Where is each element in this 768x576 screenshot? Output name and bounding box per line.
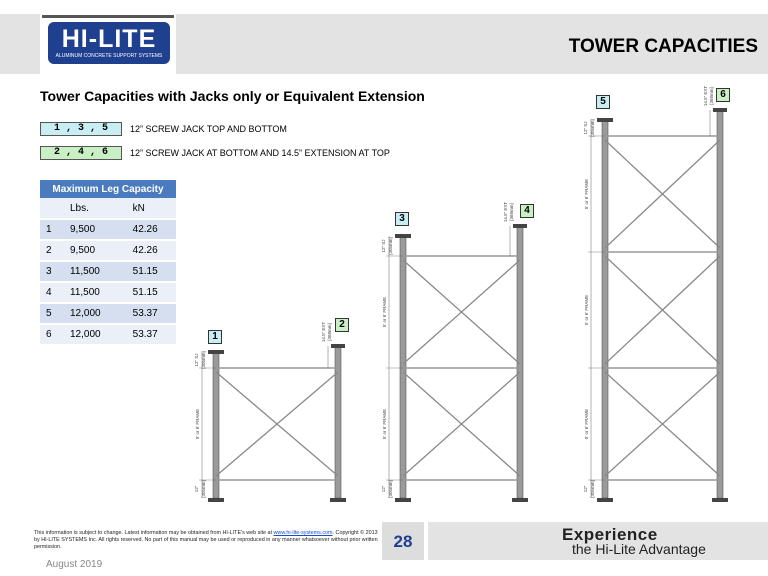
document-date: August 2019 <box>46 559 103 570</box>
dim-frame: 5' or 6' FRAME <box>382 408 387 440</box>
base-plate <box>208 498 224 502</box>
tower-label-4: 4 <box>520 204 534 218</box>
table-header-cell: kN <box>119 198 176 219</box>
table-cell: 12,000 <box>62 324 119 345</box>
table-cell: 11,500 <box>62 282 119 303</box>
screw-jack-head <box>395 234 411 238</box>
table-cell: 4 <box>40 282 62 303</box>
logo-subtext: ALUMINUM CONCRETE SUPPORT SYSTEMS <box>51 53 167 60</box>
dim-screw-jack-mm: [305mm] <box>201 351 206 369</box>
tower-leg-left <box>602 120 608 498</box>
footer-note-2: Copyright © 2013 by HI-LITE SYSTEMS Inc. All rights reserved. No part of this manual may be used or reproduced in any manner whatsoever without prior written permission. <box>34 530 378 550</box>
base-plate <box>712 498 728 502</box>
table-cell: 53.37 <box>119 324 176 345</box>
table-cell: 6 <box>40 324 62 345</box>
page-number: 28 <box>393 532 413 551</box>
dim-extension: 14.5” EXT <box>321 321 326 343</box>
extension-head <box>513 224 527 228</box>
tower-leg-right <box>717 110 723 498</box>
dim-extension: 14.5” EXT <box>703 85 708 107</box>
dim-extension-mm: [368mm] <box>709 87 714 105</box>
website-link[interactable]: www.hi-lite-systems.com <box>273 530 333 536</box>
tower-label-5: 5 <box>596 95 610 109</box>
dim-bottom-jack: 12” <box>194 485 199 493</box>
dim-frame: 5' or 6' FRAME <box>584 178 589 210</box>
footer-disclaimer: This information is subject to change. Latest information may be obtained from HI-LITE's web site at www.hi-lite-systems.com. Copyright © 2013 by HI-LITE SYSTEMS Inc. All rights reserved. No part of this manual may be used or reproduced in any manner whatsoever without prior written permission. <box>34 530 378 550</box>
dim-screw-jack: 12” SJ <box>194 353 199 367</box>
section-subtitle: Tower Capacities with Jacks only or Equivalent Extension <box>40 88 425 104</box>
table-cell: 3 <box>40 261 62 282</box>
base-plate <box>330 498 346 502</box>
table-cell: 9,500 <box>62 219 119 240</box>
dim-bottom-jack-mm: [305mm] <box>590 480 595 498</box>
extension-head <box>713 108 727 112</box>
base-plate <box>597 498 613 502</box>
table-cell: 2 <box>40 240 62 261</box>
dim-bottom-jack: 12” <box>381 485 386 493</box>
dim-frame: 5' or 6' FRAME <box>584 294 589 326</box>
slogan-line-1: Experience <box>562 525 658 544</box>
tower-label-1: 1 <box>208 330 222 344</box>
table-cell: 51.15 <box>119 261 176 282</box>
tower-leg-left <box>400 236 406 498</box>
base-plate <box>395 498 411 502</box>
legend-tag-jack-extension: 2 , 4 , 6 <box>40 146 122 160</box>
dim-extension: 14.5” EXT <box>503 201 508 223</box>
dim-screw-jack-mm: [305mm] <box>590 119 595 137</box>
dim-screw-jack-mm: [305mm] <box>388 237 393 255</box>
legend-text-jack-both: 12” SCREW JACK TOP AND BOTTOM <box>130 124 287 134</box>
table-cell: 12,000 <box>62 303 119 324</box>
legend-text-jack-extension: 12” SCREW JACK AT BOTTOM AND 14.5” EXTENSION AT TOP <box>130 148 390 158</box>
tower-label-2: 2 <box>335 318 349 332</box>
footer-note-1: This information is subject to change. Latest information may be obtained from HI-LITE's web site at <box>34 530 273 536</box>
slogan-line-2: the Hi-Lite Advantage <box>572 541 706 557</box>
dim-frame: 5' or 6' FRAME <box>584 408 589 440</box>
table-header-cell: Lbs. <box>62 198 119 219</box>
base-plate <box>512 498 528 502</box>
page-title: TOWER CAPACITIES <box>568 36 758 57</box>
dim-extension-mm: [368mm] <box>509 203 514 221</box>
table-cell: 1 <box>40 219 62 240</box>
table-cell: 5 <box>40 303 62 324</box>
dim-bottom-jack-mm: [305mm] <box>388 480 393 498</box>
table-cell: 11,500 <box>62 261 119 282</box>
table-cell: 42.26 <box>119 219 176 240</box>
table-cell: 9,500 <box>62 240 119 261</box>
table-cell: 42.26 <box>119 240 176 261</box>
table-title: Maximum Leg Capacity <box>40 180 176 198</box>
dim-screw-jack: 12” SJ <box>583 121 588 135</box>
screw-jack-head <box>208 350 224 354</box>
dim-bottom-jack: 12” <box>583 485 588 493</box>
table-cell: 53.37 <box>119 303 176 324</box>
dim-screw-jack: 12” SJ <box>381 239 386 253</box>
logo-text: HI-LITE <box>61 25 157 53</box>
extension-head <box>331 344 345 348</box>
tower-label-3: 3 <box>395 212 409 226</box>
legend-tag-jack-both: 1 , 3 , 5 <box>40 122 122 136</box>
table-cell: 51.15 <box>119 282 176 303</box>
dim-bottom-jack-mm: [305mm] <box>201 480 206 498</box>
dim-extension-mm: [368mm] <box>327 323 332 341</box>
dim-frame: 5' or 6' FRAME <box>195 408 200 440</box>
dim-frame: 5' or 6' FRAME <box>382 296 387 328</box>
tower-label-6: 6 <box>716 88 730 102</box>
screw-jack-head <box>597 118 613 122</box>
